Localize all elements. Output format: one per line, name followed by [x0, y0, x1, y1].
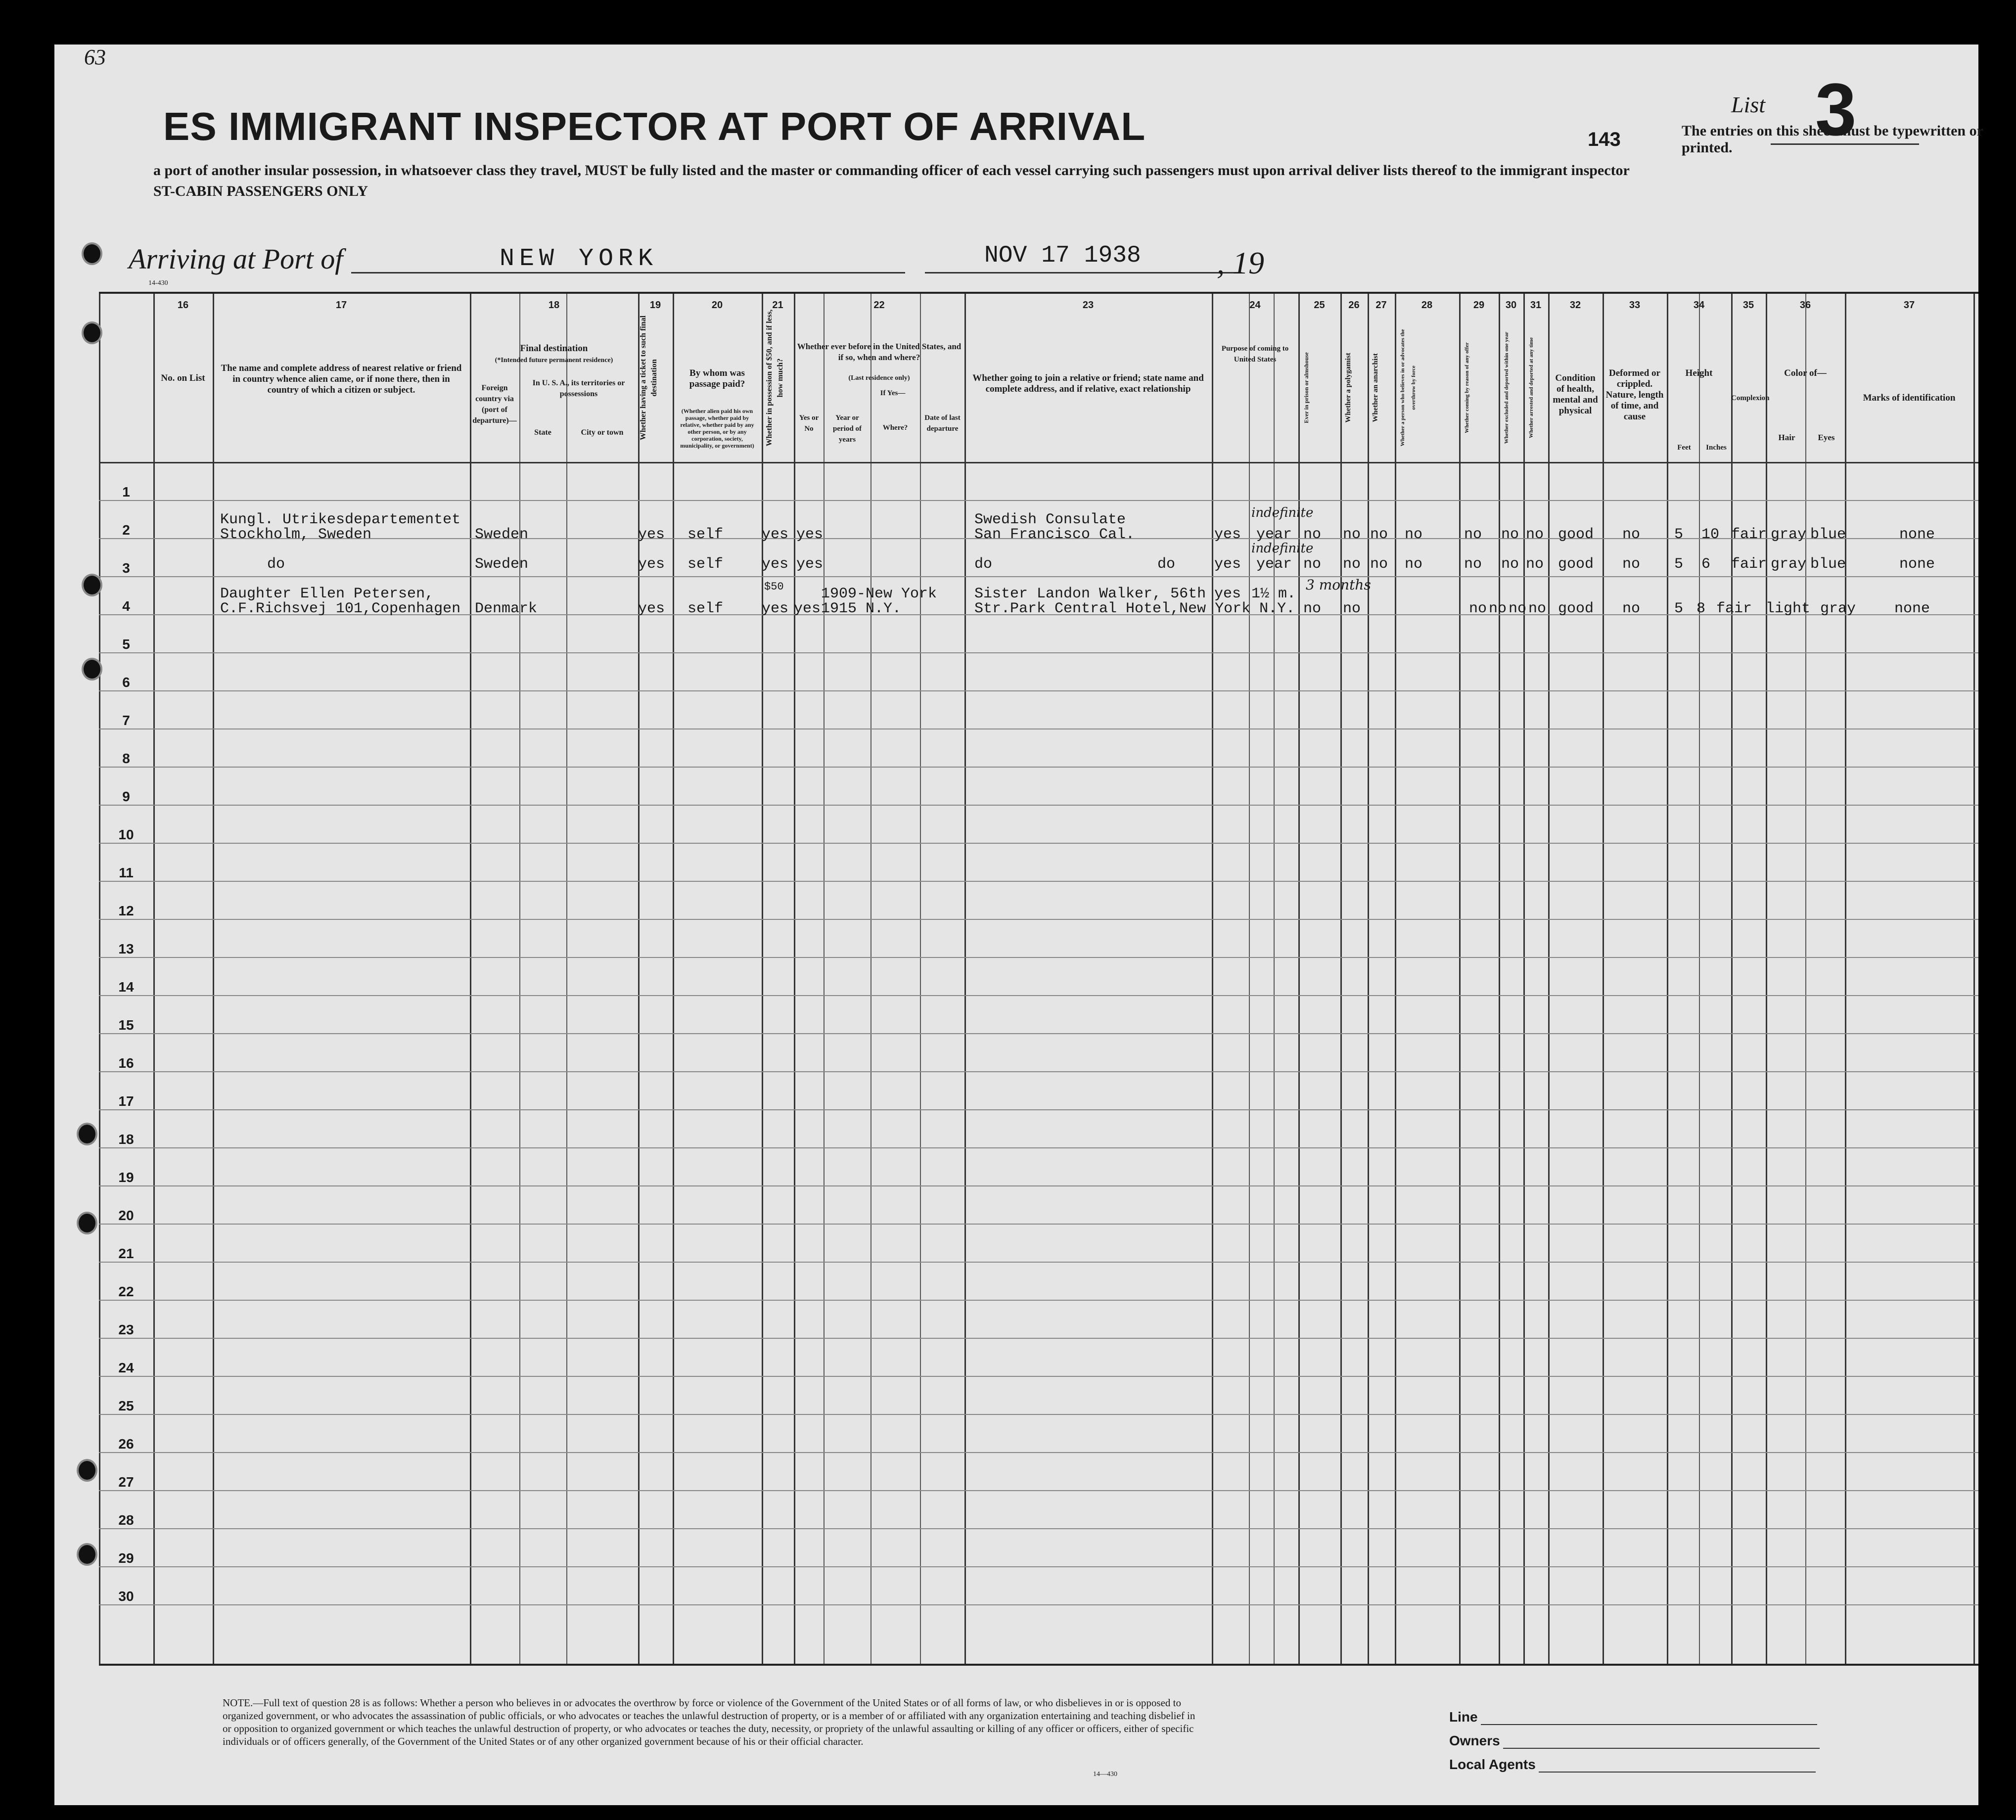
row3-q28: no	[1469, 600, 1487, 617]
row-number: 6	[122, 675, 130, 690]
manifest-table	[99, 292, 1978, 1666]
col-head-state: State	[534, 428, 551, 437]
row1-q29: no	[1464, 526, 1482, 543]
row2-q27: no	[1370, 556, 1388, 573]
field-owners-label: Owners	[1449, 1733, 1500, 1748]
form-number: 14-430	[148, 279, 168, 287]
row3-purpose: yes	[1214, 586, 1241, 602]
col-num-32: 32	[1569, 300, 1581, 311]
col-head-before-us-sub: (Last residence only)	[848, 374, 910, 382]
row3-paid-by: self	[687, 600, 724, 617]
row-rule	[99, 1109, 1978, 1110]
row-number: 29	[118, 1550, 134, 1566]
row2-deformed: no	[1622, 556, 1641, 573]
row3-complexion: fair	[1716, 600, 1752, 617]
row3-stay: 1½ m.	[1251, 586, 1296, 602]
col-head-q29: Whether coming by reason of any offer	[1464, 342, 1470, 433]
col-head-paid-by-sub: (Whether alien paid his own passage, whether paid by relative, whether paid by any other person, or by any corporation, society, municipality, or government)	[680, 408, 754, 449]
row1-complexion: fair	[1731, 526, 1767, 543]
row1-fifty: yes	[762, 526, 789, 543]
row2-before-us: yes	[796, 556, 824, 573]
col-num-35: 35	[1742, 300, 1754, 311]
col-num-36: 36	[1799, 300, 1811, 311]
col-head-fifty: Whether in possession of $50, and if less, how much?	[765, 309, 784, 447]
col-num-22: 22	[873, 300, 885, 311]
row2-inches: 6	[1701, 556, 1711, 573]
col-head-q28: Whether a person who believes in or advocates the overthrow by force	[1400, 329, 1417, 447]
binder-hole	[82, 321, 102, 344]
row2-handwritten: indefinite	[1251, 541, 1314, 556]
row2-join-ditto: do	[1157, 556, 1176, 573]
row1-join-address: San Francisco Cal.	[974, 526, 1135, 543]
year-suffix: , 19	[1217, 245, 1264, 280]
row3-fifty-amount: $50	[764, 581, 784, 593]
manifest-sheet	[54, 45, 1983, 1805]
row3-fifty: yes	[762, 600, 789, 617]
row-rule	[99, 652, 1978, 653]
row-number: 17	[118, 1093, 134, 1109]
footer-fields	[1449, 1701, 1820, 1773]
row-rule	[99, 957, 1978, 958]
row1-relative: Kungl. Utrikesdepartementet	[220, 511, 461, 528]
row-rule	[99, 1033, 1978, 1034]
row-rule	[99, 843, 1978, 844]
col-head-last-departure: Date of last departure	[924, 414, 961, 433]
binder-hole	[77, 1543, 97, 1566]
row1-hair: gray	[1771, 526, 1807, 543]
port-value: NEW YORK	[500, 245, 658, 273]
col-num-33: 33	[1629, 300, 1641, 311]
row-rule	[99, 1452, 1978, 1453]
row-number: 1	[122, 484, 130, 500]
row-rule	[99, 728, 1978, 729]
row-number: 22	[118, 1284, 134, 1299]
row3-relative: Daughter Ellen Petersen,	[220, 586, 434, 602]
col-num-25: 25	[1314, 300, 1325, 311]
row-number: 7	[122, 713, 130, 728]
row-rule	[99, 576, 1978, 577]
row2-q25: no	[1303, 556, 1322, 573]
row2-q28: no	[1405, 556, 1423, 573]
col-head-color: Color of—	[1784, 368, 1827, 378]
col-head-health: Condition of health, mental and physical	[1553, 373, 1598, 416]
footer-form-number: 14—430	[1093, 1771, 1117, 1778]
row-rule	[99, 1414, 1978, 1415]
row1-q26: no	[1343, 526, 1361, 543]
row-number: 23	[118, 1322, 134, 1337]
row3-join-address: Str.Park Central Hotel,New York N.Y.	[974, 600, 1295, 617]
row2-marks: none	[1899, 556, 1935, 573]
subtitle-line-1: a port of another insular possession, in whatsoever class they travel, MUST be fully listed and the master or commanding officer of each vessel carrying such passengers must upon arrival deliver lists thereof to the immigrant inspector	[153, 162, 1630, 179]
col-num-37: 37	[1903, 300, 1915, 311]
row1-handwritten: indefinite	[1251, 505, 1314, 520]
col-head-complexion: Complexion	[1731, 394, 1770, 402]
subtitle-line-2: ST-CABIN PASSENGERS ONLY	[153, 183, 368, 199]
col-num-24: 24	[1249, 300, 1261, 311]
col-head-before-us: Whether ever before in the United States, and if so, when and where?	[797, 342, 962, 362]
row1-q30: no	[1501, 526, 1519, 543]
row3-q30: no	[1509, 600, 1527, 617]
row-number: 4	[122, 598, 130, 614]
field-agents-label: Local Agents	[1449, 1757, 1536, 1772]
row2-hair: gray	[1771, 556, 1807, 573]
row3-q26: no	[1343, 600, 1361, 617]
date-underline	[925, 272, 1241, 273]
row1-q28: no	[1405, 526, 1423, 543]
row-rule	[99, 995, 1978, 996]
col-head-destination-sub: (*Intended future permanent residence)	[495, 357, 613, 364]
row3-year: 1909-New York	[821, 586, 937, 602]
row-number: 2	[122, 522, 130, 538]
col-head-destination: Final destination	[520, 343, 588, 354]
col-num-34: 34	[1693, 300, 1705, 311]
row-number: 14	[118, 979, 134, 995]
binder-hole	[82, 242, 102, 265]
col-head-in-usa: In U. S. A., its territories or possessions	[532, 379, 625, 398]
binder-hole	[82, 658, 102, 681]
col-num-27: 27	[1375, 300, 1387, 311]
row-rule	[99, 1262, 1978, 1263]
col-head-ticket: Whether having a ticket to such final destination	[639, 315, 658, 441]
row-number: 15	[118, 1017, 134, 1033]
col-num-17: 17	[335, 300, 347, 311]
row1-q31: no	[1526, 526, 1544, 543]
row2-join: do	[974, 556, 993, 573]
row-rule	[99, 1300, 1978, 1301]
binder-hole	[77, 1459, 97, 1482]
col-head-join: Whether going to join a relative or friend; state name and complete address, and if relative, exact relationship	[972, 373, 1204, 394]
row-number: 9	[122, 789, 130, 804]
row-rule	[99, 767, 1978, 768]
row2-feet: 5	[1674, 556, 1684, 573]
row3-health: good	[1558, 600, 1594, 617]
col-num-23: 23	[1082, 300, 1094, 311]
row3-deformed: no	[1622, 600, 1641, 617]
col-head-if-yes: If Yes—	[880, 389, 906, 397]
row1-relative-address: Stockholm, Sweden	[220, 526, 372, 543]
col-num-30: 30	[1505, 300, 1517, 311]
field-line-blank[interactable]	[1481, 1710, 1817, 1725]
row3-inches: 8	[1696, 600, 1706, 617]
row-rule	[99, 1224, 1978, 1225]
col-head-inches: Inches	[1706, 444, 1727, 452]
col-num-31: 31	[1530, 300, 1542, 311]
row-rule	[99, 1604, 1978, 1605]
field-agents-blank[interactable]	[1539, 1758, 1816, 1773]
row1-health: good	[1558, 526, 1594, 543]
row-rule	[99, 1528, 1978, 1529]
row2-fifty: yes	[762, 556, 789, 573]
binder-hole	[77, 1123, 97, 1145]
row-number: 10	[118, 827, 134, 842]
row3-handwritten: 3 months	[1306, 577, 1371, 593]
row1-ticket: yes	[638, 526, 665, 543]
row-number: 8	[122, 751, 130, 766]
col-head-q31: Whether arrested and deported at any time	[1528, 337, 1534, 438]
col-head-foreign-country: Foreign country via (port of departure)—	[472, 384, 517, 425]
row3-q31: no	[1528, 600, 1547, 617]
col-head-yes-no: Yes or No	[799, 414, 819, 433]
row3-q25: no	[1303, 600, 1322, 617]
col-head-marks: Marks of identification	[1863, 393, 1956, 403]
list-number: 3	[1815, 68, 1857, 151]
row3-join: Sister Landon Walker, 56th	[974, 586, 1206, 602]
row-number: 30	[118, 1589, 134, 1604]
field-owners-blank[interactable]	[1503, 1734, 1820, 1749]
row2-foreign-country: Sweden	[475, 556, 529, 573]
row3-q29: no	[1489, 600, 1507, 617]
col-head-paid-by: By whom was passage paid?	[689, 368, 745, 389]
row2-q26: no	[1343, 556, 1361, 573]
col-head-height: Height	[1685, 368, 1713, 378]
row1-join: Swedish Consulate	[974, 511, 1126, 528]
row-rule	[99, 805, 1978, 806]
row-number: 28	[118, 1512, 134, 1528]
row1-foreign-country: Sweden	[475, 526, 529, 543]
row2-paid-by: self	[687, 556, 724, 573]
binder-hole	[77, 1212, 97, 1234]
col-head-year: Year or period of years	[833, 414, 862, 444]
row1-marks: none	[1899, 526, 1935, 543]
row3-marks: none	[1894, 600, 1930, 617]
row-number: 27	[118, 1474, 134, 1490]
row2-relative: do	[267, 556, 285, 573]
sheet-number: 143	[1588, 129, 1621, 150]
row2-q29: no	[1464, 556, 1482, 573]
col-num-19: 19	[649, 300, 661, 311]
row3-feet: 5	[1674, 600, 1684, 617]
col-num-18: 18	[548, 300, 560, 311]
row-number: 18	[118, 1132, 134, 1147]
row1-inches: 10	[1701, 526, 1720, 543]
row2-stay: year	[1256, 556, 1292, 573]
field-line-label: Line	[1449, 1709, 1478, 1725]
row-rule	[99, 1185, 1978, 1186]
col-head-hair: Hair	[1778, 433, 1795, 442]
row1-stay: year	[1256, 526, 1292, 543]
row2-q31: no	[1526, 556, 1544, 573]
row2-q30: no	[1501, 556, 1519, 573]
row-number: 11	[119, 865, 134, 880]
row-number: 24	[118, 1360, 134, 1375]
col-num-26: 26	[1348, 300, 1360, 311]
row-rule	[99, 690, 1978, 691]
col-num-29: 29	[1473, 300, 1485, 311]
row2-ticket: yes	[638, 556, 665, 573]
row3-year-2: 1915 N.Y.	[821, 600, 902, 617]
row3-before-us: yes	[794, 600, 821, 617]
col-head-eyes: Eyes	[1818, 433, 1835, 442]
corner-mark: 63	[84, 45, 106, 69]
row3-ticket: yes	[638, 600, 665, 617]
typed-note: The entries on this sheet must be typewritten or printed.	[1682, 123, 1983, 156]
row1-paid-by: self	[687, 526, 724, 543]
row-rule	[99, 500, 1978, 501]
row-rule	[99, 881, 1978, 882]
col-head-polygamist: Whether a polygamist	[1344, 353, 1352, 423]
row2-eyes: blue	[1810, 556, 1846, 573]
list-label: List	[1731, 92, 1766, 117]
arriving-label: Arriving at Port of	[129, 243, 343, 275]
col-head-purpose: Purpose of coming to United States	[1221, 345, 1289, 364]
row-rule	[99, 1566, 1978, 1567]
row-rule	[99, 919, 1978, 920]
date-value: NOV 17 1938	[984, 242, 1141, 269]
row3-eyes: gray	[1820, 600, 1856, 617]
row1-q25: no	[1303, 526, 1322, 543]
col-num-16: 16	[177, 300, 189, 311]
row-number: 13	[118, 941, 134, 956]
col-head-relative: The name and complete address of nearest relative or friend in country whence alien came, or if none there, then in country of which a citizen or subject.	[221, 363, 462, 395]
row-rule	[99, 1490, 1978, 1491]
footnote-q28: NOTE.—Full text of question 28 is as follows: Whether a person who believes in or advocates the overthrow by force or violence of the Government of the United States or of all forms of law, or who disbelieves in or is opposed to organized government, or who advocates the assassination of public officials, or who advocates or teaches the unlawful destruction of property, or is a member of or affiliated with any organization entertaining and teaching disbelief in or opposition to organized government or which teaches the unlawful destruction of property, or who advocates or teaches the duty, necessity, or propriety of the unlawful assaulting or killing of any officer or officers, either of specific individuals or of officers generally, of the Government of the United States or of any other organized government because of his or their official character.	[223, 1697, 1195, 1747]
row-rule	[99, 1147, 1978, 1148]
col-head-deformed: Deformed or crippled. Nature, length of time, and cause	[1605, 368, 1664, 422]
row-number: 25	[118, 1398, 134, 1413]
row1-purpose: yes	[1214, 526, 1241, 543]
col-head-anarchist: Whether an anarchist	[1372, 353, 1379, 422]
row1-before-us: yes	[796, 526, 824, 543]
row2-health: good	[1558, 556, 1594, 573]
row-number: 3	[122, 560, 130, 576]
col-num-21: 21	[772, 300, 783, 311]
row-rule	[99, 1071, 1978, 1072]
row-number: 26	[118, 1436, 134, 1452]
row1-eyes: blue	[1810, 526, 1846, 543]
row3-hair: light	[1766, 600, 1811, 617]
row2-complexion: fair	[1731, 556, 1767, 573]
row3-foreign-country: Denmark	[475, 600, 538, 617]
col-head-where: Where?	[882, 424, 908, 432]
row-number: 5	[122, 637, 130, 652]
row-number: 21	[118, 1246, 134, 1261]
row3-relative-address: C.F.Richsvej 101,Copenhagen	[220, 600, 461, 617]
col-head-feet: Feet	[1677, 444, 1691, 452]
col-head-q30: Whether excluded and deported within one year	[1504, 331, 1510, 444]
row-number: 20	[118, 1208, 134, 1223]
binder-hole	[82, 574, 102, 596]
row-rule	[99, 1376, 1978, 1377]
row-number: 12	[118, 903, 134, 918]
row2-purpose: yes	[1214, 556, 1241, 573]
row1-q27: no	[1370, 526, 1388, 543]
row-number: 19	[118, 1170, 134, 1185]
col-head-prison: Ever in prison or almshouse	[1303, 352, 1310, 423]
page-title: ES IMMIGRANT INSPECTOR AT PORT OF ARRIVAL	[163, 104, 1146, 148]
row-number: 16	[118, 1055, 134, 1071]
row1-deformed: no	[1622, 526, 1641, 543]
row1-feet: 5	[1674, 526, 1684, 543]
row-rule	[99, 1338, 1978, 1339]
col-num-20: 20	[711, 300, 723, 311]
col-num-28: 28	[1421, 300, 1433, 311]
col-head-city: City or town	[581, 428, 624, 437]
col-head-no: No. on List	[161, 373, 205, 383]
